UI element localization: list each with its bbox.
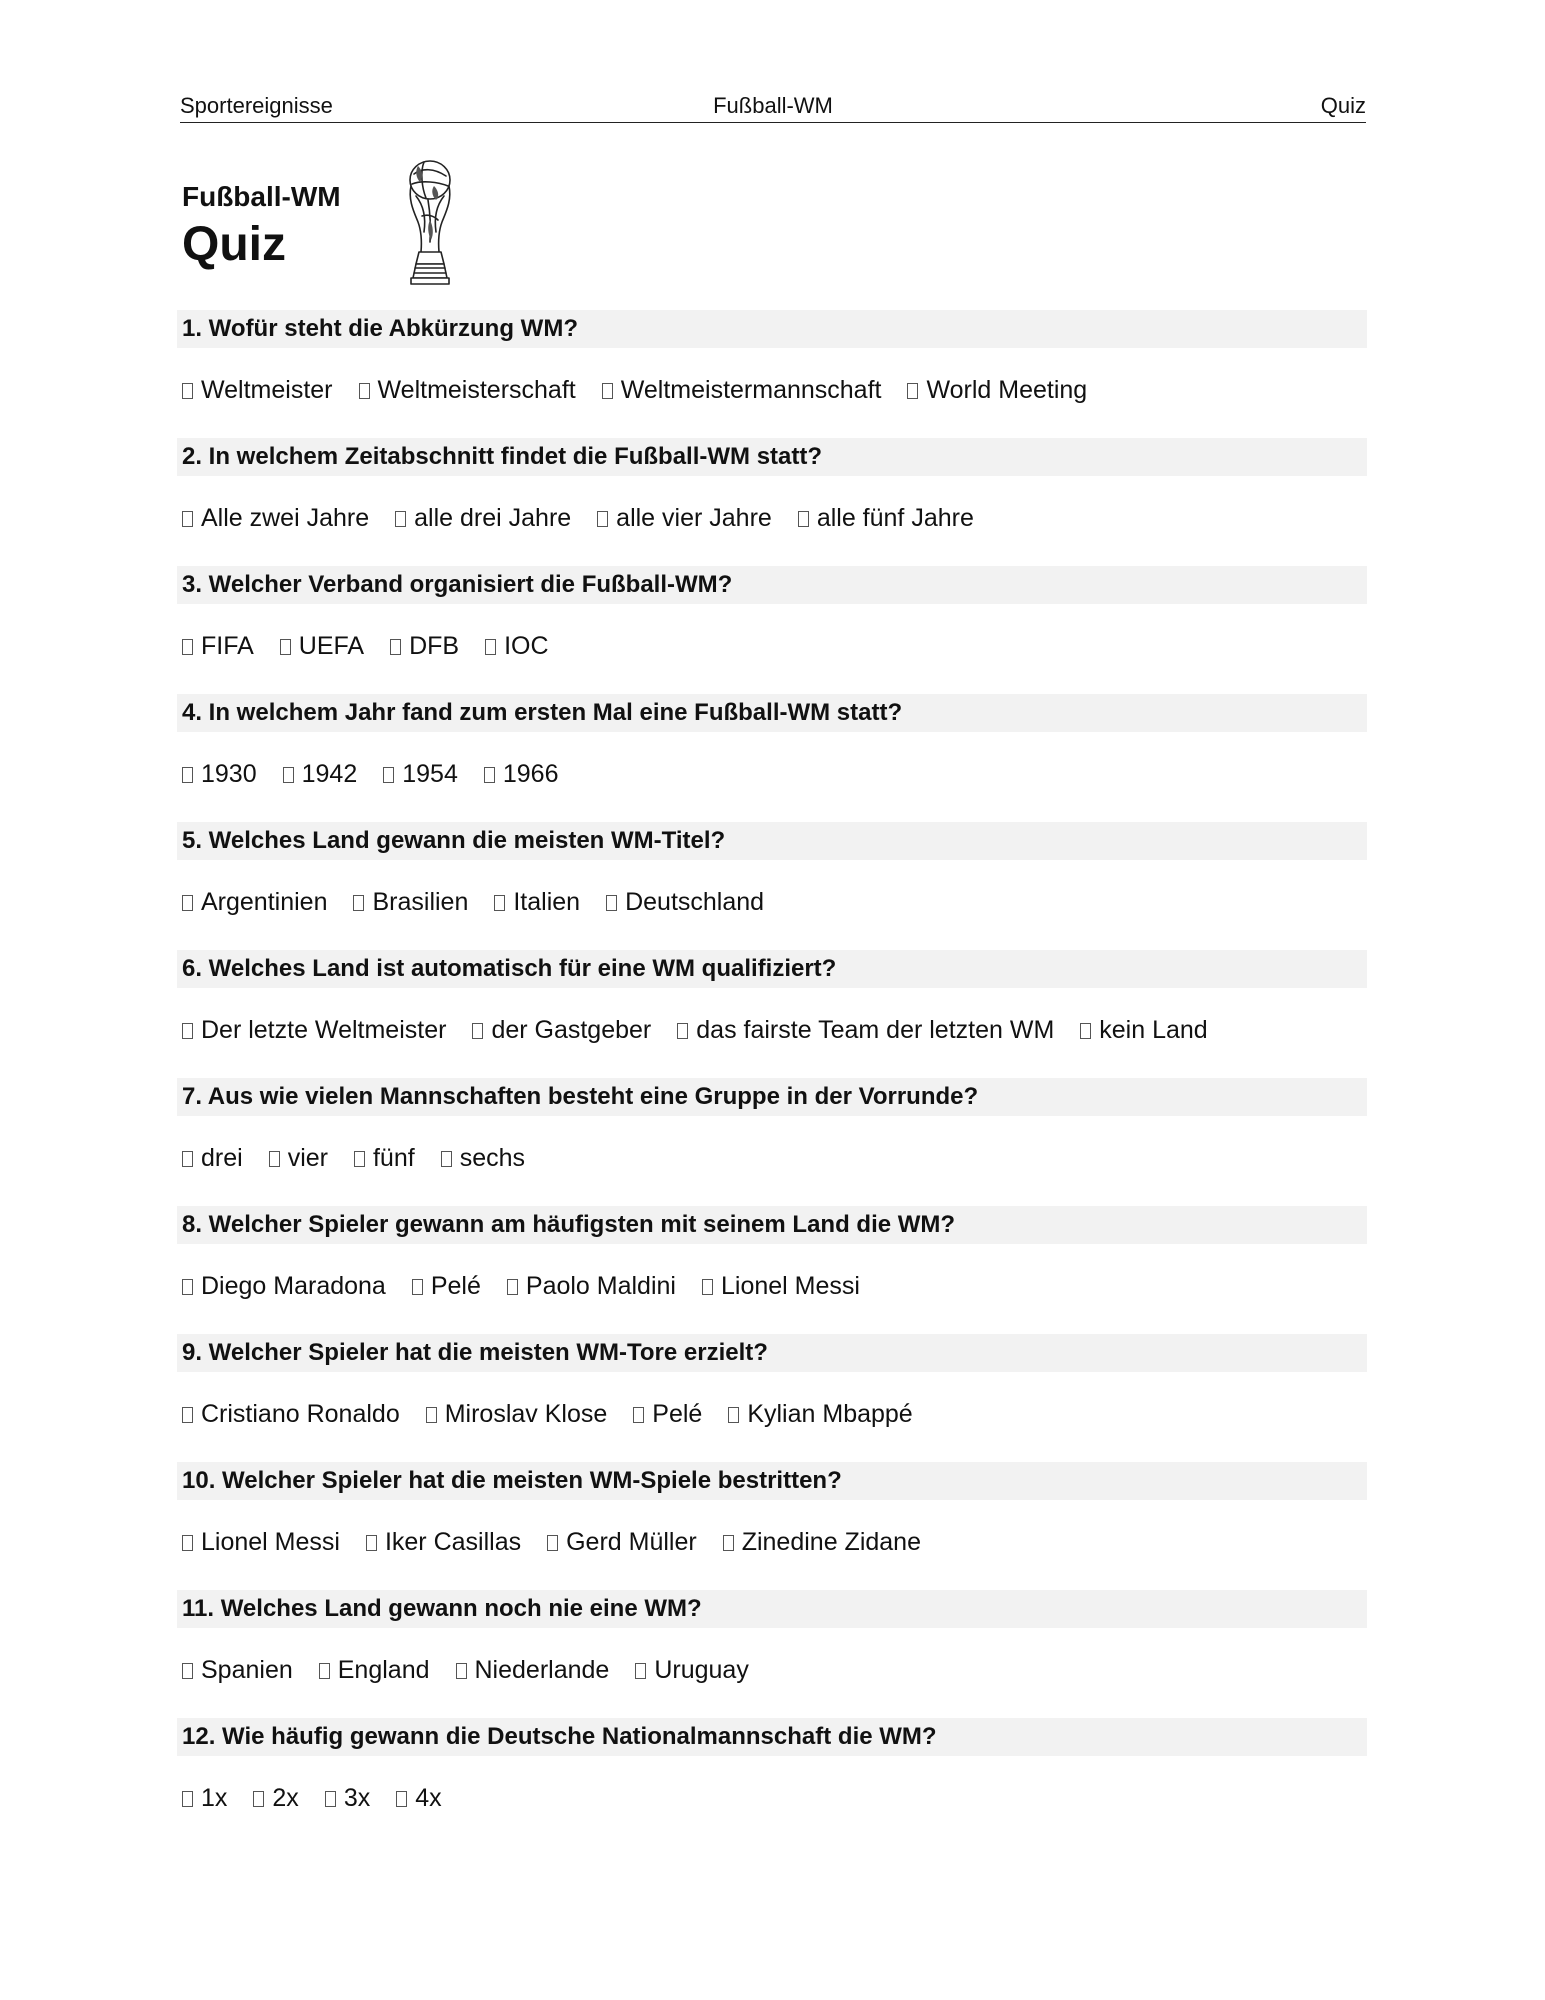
question-text: 1. Wofür steht die Abkürzung WM? <box>177 310 1367 348</box>
page-subtitle: Fußball-WM <box>182 181 341 212</box>
answer-option[interactable] <box>182 502 369 534</box>
checkbox-icon[interactable] <box>472 1023 483 1039</box>
answer-option[interactable] <box>441 1142 525 1174</box>
question-5 <box>177 822 1367 950</box>
header-type: Quiz <box>1320 93 1366 118</box>
answer-option-label: Lionel Messi <box>201 1528 340 1556</box>
answer-option[interactable] <box>412 1270 481 1302</box>
question-8 <box>177 1206 1367 1334</box>
question-text: 11. Welches Land gewann noch nie eine WM? <box>177 1590 1367 1628</box>
answer-option[interactable] <box>182 1654 293 1686</box>
checkbox-icon[interactable] <box>280 639 291 655</box>
answer-options <box>182 630 575 662</box>
answer-option[interactable] <box>907 374 1087 406</box>
answer-options <box>182 1270 886 1302</box>
answer-option-label: 1954 <box>402 760 458 788</box>
answer-option-label: Italien <box>513 888 581 916</box>
answer-option[interactable] <box>597 502 772 534</box>
answer-option[interactable] <box>280 630 364 662</box>
answer-option[interactable] <box>547 1526 697 1558</box>
checkbox-icon[interactable] <box>319 1663 330 1679</box>
checkbox-icon[interactable] <box>182 1663 193 1679</box>
question-text: 2. In welchem Zeitabschnitt findet die Fußball-WM statt? <box>177 438 1367 476</box>
checkbox-icon[interactable] <box>635 1663 646 1679</box>
answer-option[interactable] <box>353 886 468 918</box>
answer-option-label: 4x <box>415 1784 442 1812</box>
question-12 <box>177 1718 1367 1846</box>
answer-option[interactable] <box>182 1398 400 1430</box>
answer-option-label: Weltmeister <box>201 376 333 404</box>
title-block <box>182 180 341 274</box>
answer-options <box>182 1526 947 1558</box>
question-7 <box>177 1078 1367 1206</box>
answer-option[interactable] <box>606 886 764 918</box>
checkbox-icon[interactable] <box>269 1151 280 1167</box>
answer-option-label: 1x <box>201 1784 228 1812</box>
answer-option[interactable] <box>182 886 327 918</box>
page-title: Quiz <box>182 218 286 271</box>
question-text: 3. Welcher Verband organisiert die Fußball-WM? <box>177 566 1367 604</box>
answer-options <box>182 886 790 918</box>
answer-option-label: Iker Casillas <box>384 1528 522 1556</box>
answer-option[interactable] <box>635 1654 749 1686</box>
answer-option-label: Lionel Messi <box>720 1272 860 1300</box>
answer-option-label: das fairste Team der letzten WM <box>696 1016 1055 1044</box>
question-6 <box>177 950 1367 1078</box>
checkbox-icon[interactable] <box>182 1023 193 1039</box>
checkbox-icon[interactable] <box>182 895 193 911</box>
answer-option-label: 1966 <box>502 760 559 788</box>
answer-option-label: England <box>337 1656 430 1684</box>
checkbox-icon[interactable] <box>907 383 918 399</box>
answer-option[interactable] <box>182 1142 243 1174</box>
answer-option-label: Paolo Maldini <box>525 1272 676 1300</box>
answer-option[interactable] <box>182 1782 227 1814</box>
answer-option[interactable] <box>602 374 882 406</box>
answer-option[interactable] <box>798 502 974 534</box>
question-4 <box>177 694 1367 822</box>
answer-option-label: Argentinien <box>201 888 328 916</box>
question-text: 12. Wie häufig gewann die Deutsche Nationalmannschaft die WM? <box>177 1718 1367 1756</box>
checkbox-icon[interactable] <box>494 895 505 911</box>
answer-option-label: Pelé <box>652 1400 703 1428</box>
answer-option[interactable] <box>507 1270 676 1302</box>
answer-option-label: Uruguay <box>654 1656 749 1684</box>
question-text: 10. Welcher Spieler hat die meisten WM-Spiele bestritten? <box>177 1462 1367 1500</box>
checkbox-icon[interactable] <box>485 639 496 655</box>
answer-option[interactable] <box>1080 1014 1207 1046</box>
answer-option[interactable] <box>182 1270 386 1302</box>
answer-option[interactable] <box>472 1014 651 1046</box>
answer-option[interactable] <box>484 758 559 790</box>
answer-option-label: Miroslav Klose <box>444 1400 608 1428</box>
checkbox-icon[interactable] <box>182 383 193 399</box>
answer-option[interactable] <box>325 1782 370 1814</box>
answer-options <box>182 1654 775 1686</box>
checkbox-icon[interactable] <box>182 1535 193 1551</box>
question-text: 6. Welches Land ist automatisch für eine WM qualifiziert? <box>177 950 1367 988</box>
question-list <box>177 310 1367 1846</box>
answer-option-label: Gerd Müller <box>566 1528 697 1556</box>
answer-option-label: 1930 <box>201 760 257 788</box>
checkbox-icon[interactable] <box>325 1791 336 1807</box>
checkbox-icon[interactable] <box>395 511 406 527</box>
checkbox-icon[interactable] <box>723 1535 734 1551</box>
checkbox-icon[interactable] <box>412 1279 423 1295</box>
answer-option-label: Niederlande <box>474 1656 610 1684</box>
answer-option[interactable] <box>366 1526 521 1558</box>
answer-options <box>182 374 1113 406</box>
answer-option[interactable] <box>319 1654 430 1686</box>
answer-option-label: alle fünf Jahre <box>816 504 974 532</box>
checkbox-icon[interactable] <box>606 895 617 911</box>
answer-option[interactable] <box>359 374 576 406</box>
checkbox-icon[interactable] <box>597 511 608 527</box>
checkbox-icon[interactable] <box>633 1407 644 1423</box>
question-1 <box>177 310 1367 438</box>
question-text: 9. Welcher Spieler hat die meisten WM-Tore erzielt? <box>177 1334 1367 1372</box>
question-text: 7. Aus wie vielen Mannschaften besteht eine Gruppe in der Vorrunde? <box>177 1078 1367 1116</box>
answer-options <box>182 758 585 790</box>
checkbox-icon[interactable] <box>602 383 613 399</box>
answer-option[interactable] <box>485 630 548 662</box>
question-10 <box>177 1462 1367 1590</box>
answer-option-label: Der letzte Weltmeister <box>201 1016 447 1044</box>
checkbox-icon[interactable] <box>182 1407 193 1423</box>
checkbox-icon[interactable] <box>383 767 394 783</box>
checkbox-icon[interactable] <box>182 1791 193 1807</box>
answer-option[interactable] <box>182 374 333 406</box>
answer-options <box>182 1398 939 1430</box>
answer-option-label: UEFA <box>298 632 365 660</box>
answer-option-label: Spanien <box>201 1656 293 1684</box>
answer-option-label: Weltmeisterschaft <box>377 376 576 404</box>
answer-options <box>182 1782 468 1814</box>
checkbox-icon[interactable] <box>182 1279 193 1295</box>
answer-option[interactable] <box>182 758 257 790</box>
answer-option[interactable] <box>283 758 358 790</box>
checkbox-icon[interactable] <box>677 1023 688 1039</box>
answer-option-label: IOC <box>504 632 549 660</box>
checkbox-icon[interactable] <box>182 767 193 783</box>
answer-option[interactable] <box>456 1654 610 1686</box>
answer-option-label: World Meeting <box>926 376 1088 404</box>
checkbox-icon[interactable] <box>253 1791 264 1807</box>
checkbox-icon[interactable] <box>353 895 364 911</box>
answer-option-label: Pelé <box>430 1272 481 1300</box>
question-text: 5. Welches Land gewann die meisten WM-Titel? <box>177 822 1367 860</box>
question-3 <box>177 566 1367 694</box>
answer-option[interactable] <box>182 1526 340 1558</box>
answer-option-label: Brasilien <box>372 888 469 916</box>
question-text: 4. In welchem Jahr fand zum ersten Mal eine Fußball-WM statt? <box>177 694 1367 732</box>
question-text: 8. Welcher Spieler gewann am häufigsten mit seinem Land die WM? <box>177 1206 1367 1244</box>
question-9 <box>177 1334 1367 1462</box>
answer-option-label: vier <box>287 1144 328 1172</box>
header-category: Sportereignisse <box>180 93 333 118</box>
answer-option[interactable] <box>182 1014 446 1046</box>
header-topic: Fußball-WM <box>713 93 833 118</box>
answer-option[interactable] <box>390 630 459 662</box>
answer-option[interactable] <box>396 1782 441 1814</box>
answer-option-label: Alle zwei Jahre <box>201 504 370 532</box>
answer-options <box>182 1014 1234 1046</box>
answer-option[interactable] <box>728 1398 912 1430</box>
answer-option-label: drei <box>201 1144 243 1172</box>
checkbox-icon[interactable] <box>441 1151 452 1167</box>
answer-option-label: der Gastgeber <box>491 1016 652 1044</box>
page-header <box>180 92 1366 123</box>
answer-option[interactable] <box>723 1526 921 1558</box>
answer-option[interactable] <box>253 1782 298 1814</box>
answer-option[interactable] <box>494 886 580 918</box>
answer-option-label: Deutschland <box>625 888 765 916</box>
checkbox-icon[interactable] <box>354 1151 365 1167</box>
checkbox-icon[interactable] <box>359 383 370 399</box>
checkbox-icon[interactable] <box>390 639 401 655</box>
checkbox-icon[interactable] <box>728 1407 739 1423</box>
answer-option-label: Zinedine Zidane <box>741 1528 921 1556</box>
question-2 <box>177 438 1367 566</box>
checkbox-icon[interactable] <box>456 1663 467 1679</box>
answer-option-label: kein Land <box>1099 1016 1208 1044</box>
checkbox-icon[interactable] <box>798 511 809 527</box>
answer-option-label: sechs <box>459 1144 525 1172</box>
checkbox-icon[interactable] <box>396 1791 407 1807</box>
answer-option[interactable] <box>354 1142 415 1174</box>
answer-option[interactable] <box>426 1398 608 1430</box>
answer-option-label: 1942 <box>301 760 358 788</box>
answer-option[interactable] <box>702 1270 860 1302</box>
checkbox-icon[interactable] <box>426 1407 437 1423</box>
checkbox-icon[interactable] <box>507 1279 518 1295</box>
answer-options <box>182 502 1000 534</box>
answer-option-label: 3x <box>343 1784 371 1812</box>
answer-option-label: alle drei Jahre <box>414 504 572 532</box>
answer-option[interactable] <box>633 1398 702 1430</box>
world-cup-trophy-icon <box>394 156 466 292</box>
checkbox-icon[interactable] <box>484 767 495 783</box>
answer-option-label: 2x <box>272 1784 299 1812</box>
answer-option[interactable] <box>677 1014 1054 1046</box>
answer-options <box>182 1142 551 1174</box>
checkbox-icon[interactable] <box>1080 1023 1091 1039</box>
answer-option-label: fünf <box>372 1144 415 1172</box>
checkbox-icon[interactable] <box>182 511 193 527</box>
checkbox-icon[interactable] <box>182 639 193 655</box>
answer-option-label: Cristiano Ronaldo <box>201 1400 400 1428</box>
checkbox-icon[interactable] <box>283 767 294 783</box>
checkbox-icon[interactable] <box>702 1279 713 1295</box>
answer-option-label: alle vier Jahre <box>616 504 772 532</box>
answer-option[interactable] <box>383 758 458 790</box>
checkbox-icon[interactable] <box>366 1535 377 1551</box>
answer-option[interactable] <box>395 502 571 534</box>
checkbox-icon[interactable] <box>547 1535 558 1551</box>
question-11 <box>177 1590 1367 1718</box>
checkbox-icon[interactable] <box>182 1151 193 1167</box>
answer-option-label: FIFA <box>201 632 254 660</box>
answer-option-label: Diego Maradona <box>201 1272 386 1300</box>
answer-option-label: Weltmeistermannschaft <box>620 376 882 404</box>
answer-option[interactable] <box>269 1142 328 1174</box>
answer-option-label: DFB <box>409 632 460 660</box>
answer-option[interactable] <box>182 630 254 662</box>
answer-option-label: Kylian Mbappé <box>747 1400 913 1428</box>
